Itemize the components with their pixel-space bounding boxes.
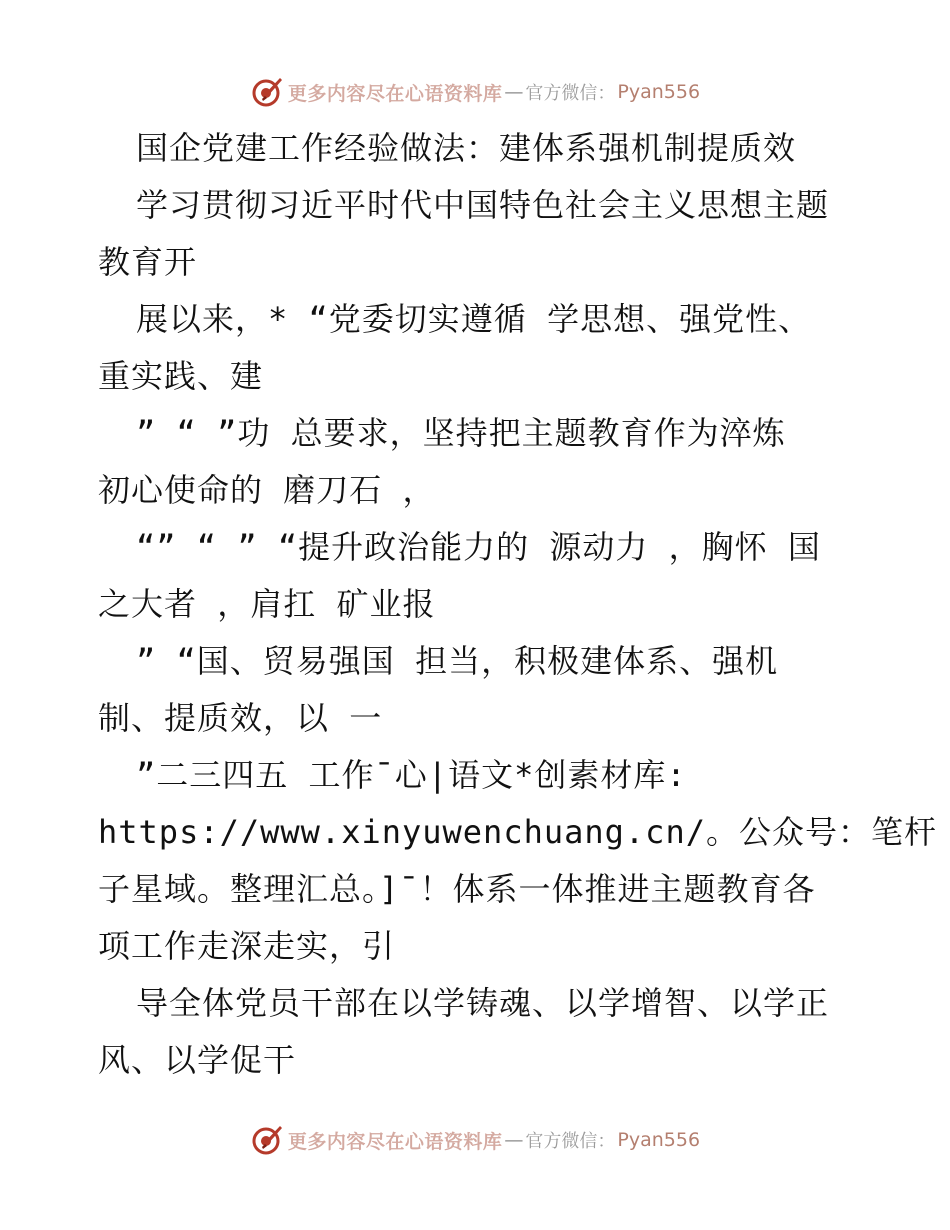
- paragraph-line: 之大者 ，肩扛 矿业报: [98, 585, 436, 623]
- quill-seal-icon: [250, 75, 284, 109]
- footer-watermark: [0, 1120, 950, 1160]
- quill-seal-icon: [250, 1123, 284, 1157]
- watermark-separator: —: [504, 1129, 524, 1151]
- paragraph-line: 制、提质效，以 一: [98, 699, 383, 737]
- paragraph-line: “” “ ” “提升政治能力的 源动力 ，胸怀 国: [136, 528, 821, 566]
- watermark-group: [250, 75, 700, 109]
- document-body: [98, 120, 937, 1089]
- watermark-separator: —: [504, 81, 524, 103]
- paragraph-line: 重实践、建: [98, 357, 264, 395]
- watermark-site-text: 更多内容尽在心语资料库: [287, 82, 503, 105]
- watermark-wechat-id: Pyan556: [617, 1129, 701, 1151]
- paragraph-line: 项工作走深走实，引: [98, 927, 396, 965]
- paragraph-line: 学习贯彻习近平时代中国特色社会主义思想主题: [136, 186, 830, 224]
- paragraph-line: 展以来，* “党委切实遵循 学思想、强党性、: [136, 300, 812, 338]
- watermark-wechat-id: Pyan556: [617, 81, 701, 103]
- paragraph-line: 子星域。整理汇总。]¯！体系一体推进主题教育各: [98, 870, 816, 908]
- paragraph-line: ” “ ”功 总要求，坚持把主题教育作为淬炼: [136, 414, 786, 452]
- watermark-group: [250, 1123, 700, 1157]
- paragraph-line-url: https://www.xinyuwenchuang.cn/。公众号：笔杆: [98, 813, 937, 851]
- paragraph-line: 初心使命的 磨刀石 ，: [98, 471, 436, 509]
- header-watermark: [0, 72, 950, 112]
- watermark-wechat-label: 官方微信：: [525, 1131, 616, 1152]
- paragraph-line: 风、以学促干: [98, 1041, 297, 1079]
- watermark-site-text: 更多内容尽在心语资料库: [287, 1130, 503, 1153]
- paragraph-line: ”二三四五 工作¯心|语文*创素材库:: [136, 756, 687, 794]
- watermark-wechat-label: 官方微信：: [525, 83, 616, 104]
- paragraph-line: 导全体党员干部在以学铸魂、以学增智、以学正: [136, 984, 830, 1022]
- paragraph-line: 教育开: [98, 243, 198, 281]
- document-title: 国企党建工作经验做法：建体系强机制提质效: [136, 129, 797, 167]
- paragraph-line: ” “国、贸易强国 担当，积极建体系、强机: [136, 642, 779, 680]
